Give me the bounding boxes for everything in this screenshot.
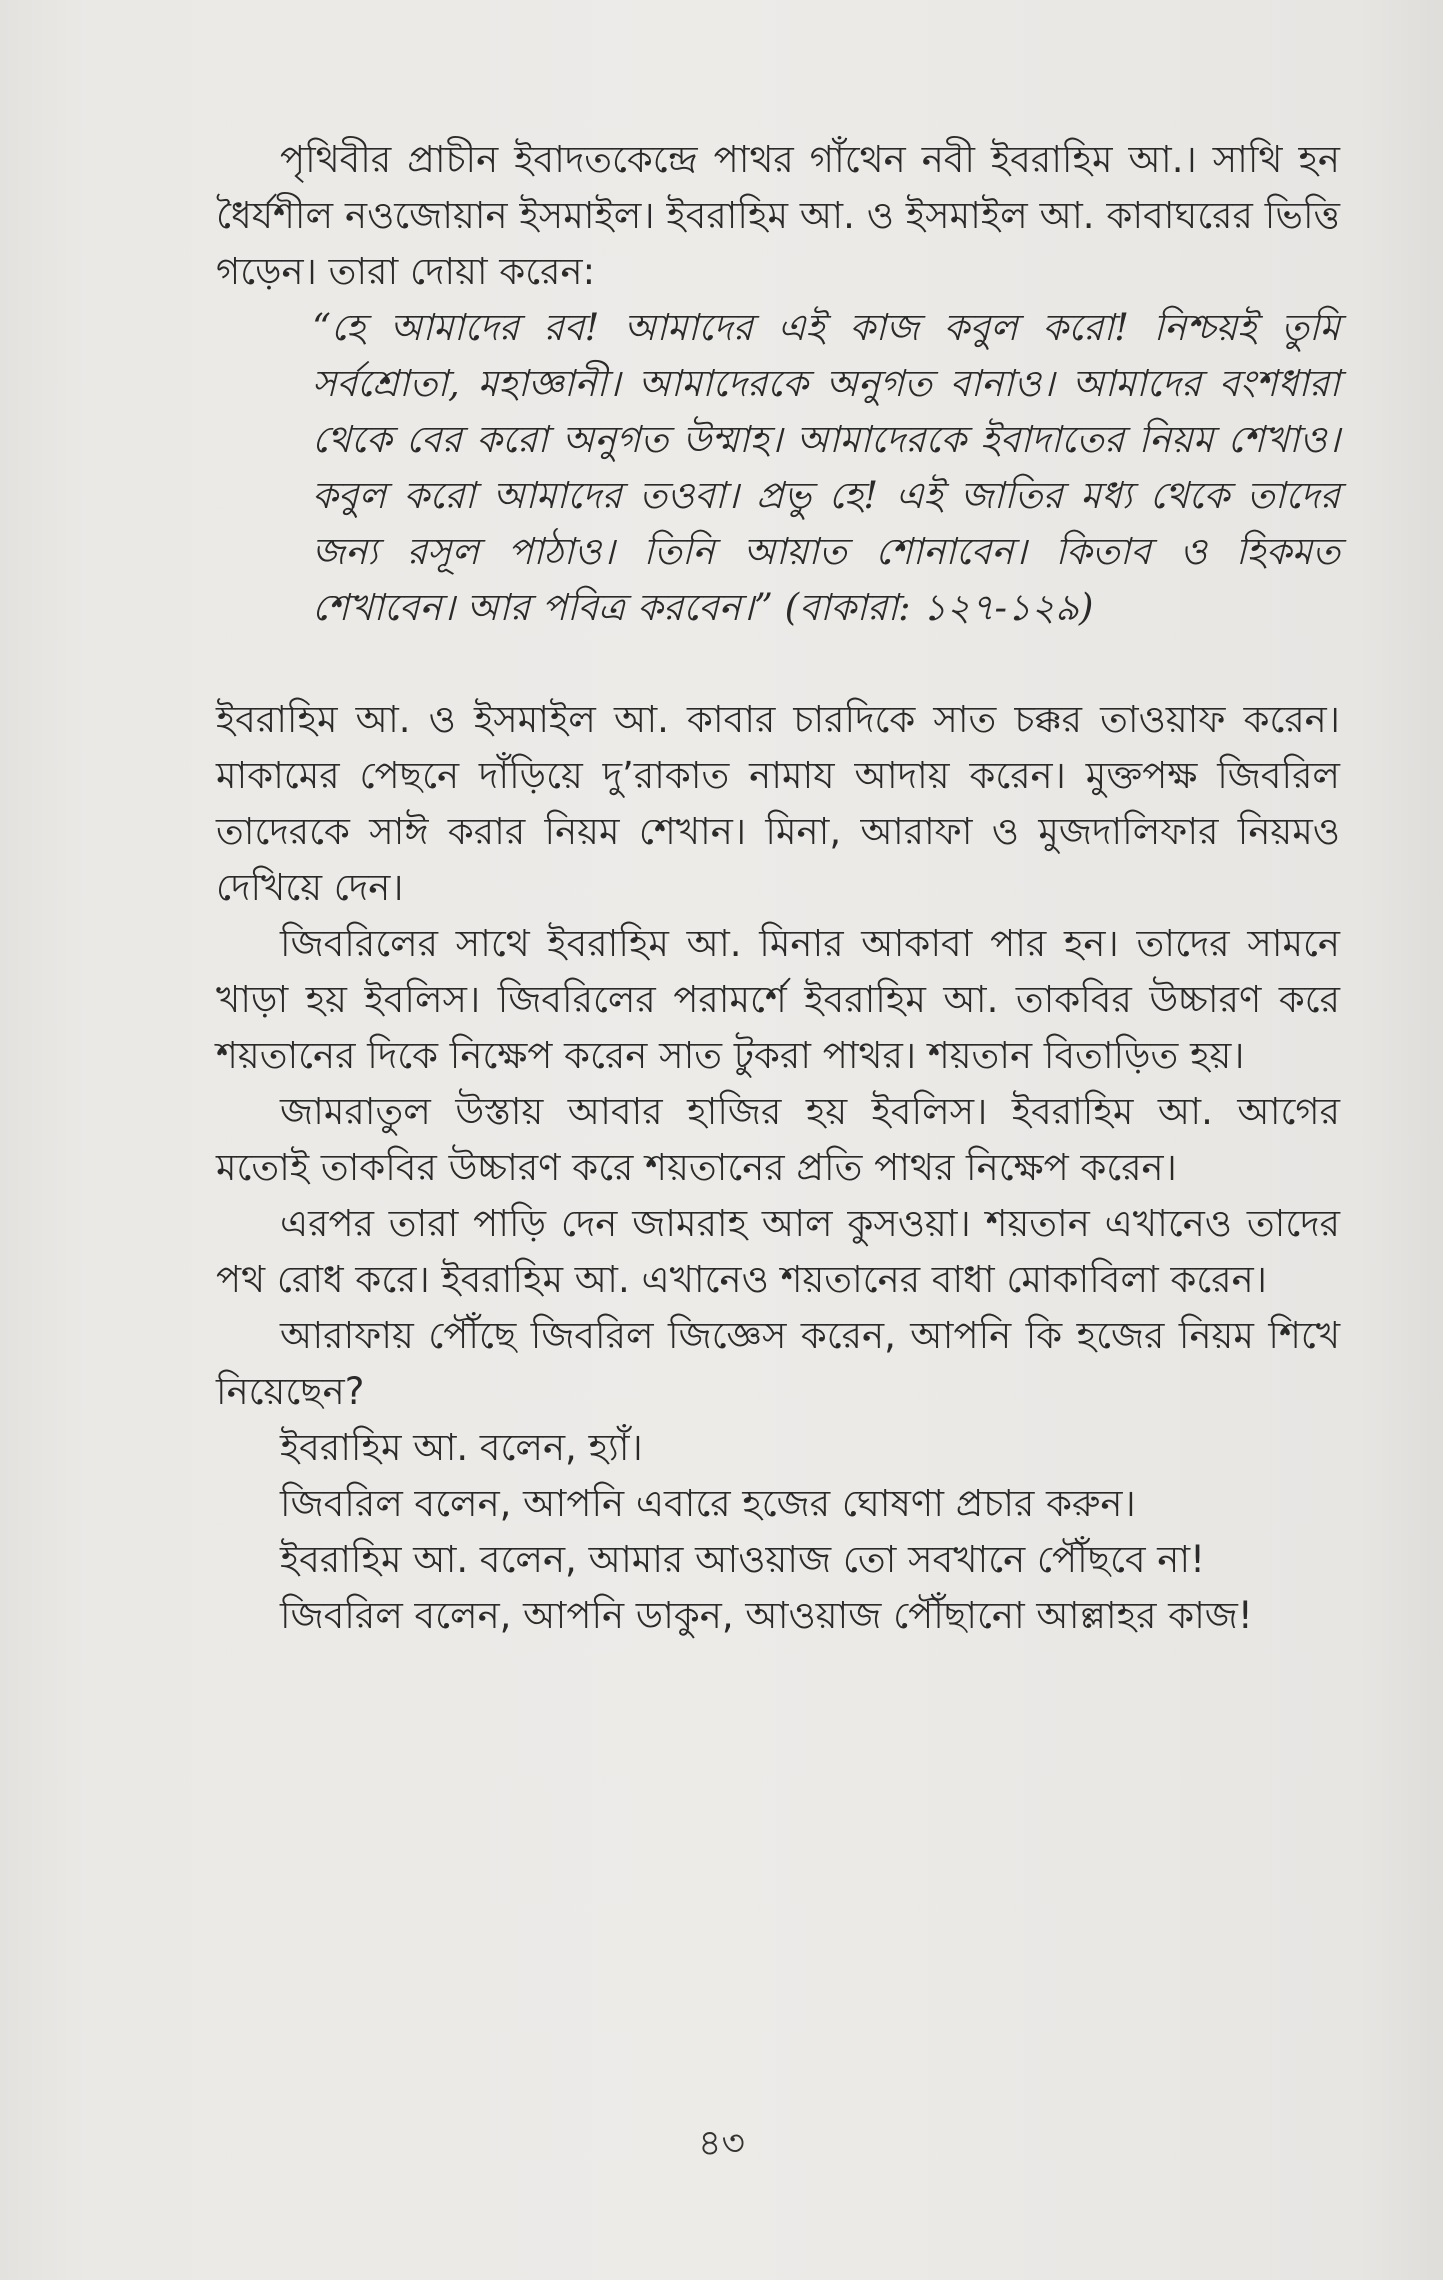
paragraph-ibrahim-yes: ইবরাহিম আ. বলেন, হ্যাঁ। — [280, 1426, 643, 1469]
paragraph-arafa-question: আরাফায় পৌঁছে জিবরিল জিজ্ঞেস করেন, আপনি কি হজের নিয়ম শিখে নিয়েছেন? — [216, 1314, 1340, 1413]
paragraph-jibril-announce: জিবরিল বলেন, আপনি এবারে হজের ঘোষণা প্রচার করুন। — [280, 1482, 1136, 1525]
paragraph-aqaba: জিবরিলের সাথে ইবরাহিম আ. মিনার আকাবা পার হন। তাদের সামনে খাড়া হয় ইবলিস। জিবরিলের পরামর্শে ইবরাহিম আ. তাকবির উচ্চারণ করে শয়তানের দিকে নিক্ষেপ করেন সাত টুকরা পাথর। শয়তান বিতাড়িত হয়। — [216, 922, 1340, 1077]
paragraph-kuswa: এরপর তারা পাড়ি দেন জামরাহ আল কুসওয়া। শয়তান এখানেও তাদের পথ রোধ করে। ইবরাহিম আ. এখানেও শয়তানের বাধা মোকাবিলা করেন। — [216, 1202, 1340, 1301]
paragraph-tawaf: ইবরাহিম আ. ও ইসমাইল আ. কাবার চারদিকে সাত চক্কর তাওয়াফ করেন। মাকামের পেছনে দাঁড়িয়ে দু’রাকাত নামায আদায় করেন। মুক্তপক্ষ জিবরিল তাদেরকে সাঈ করার নিয়ম শেখান। মিনা, আরাফা ও মুজদালিফার নিয়মও দেখিয়ে দেন। — [216, 698, 1340, 909]
paragraph-jibril-call: জিবরিল বলেন, আপনি ডাকুন, আওয়াজ পৌঁছানো আল্লাহর কাজ! — [280, 1594, 1253, 1637]
paragraph-ibrahim-voice: ইবরাহিম আ. বলেন, আমার আওয়াজ তো সবখানে পৌঁছবে না! — [280, 1538, 1205, 1581]
paragraph-intro: পৃথিবীর প্রাচীন ইবাদতকেন্দ্রে পাথর গাঁথেন নবী ইবরাহিম আ.। সাথি হন ধৈর্যশীল নওজোয়ান ইসমাইল। ইবরাহিম আ. ও ইসমাইল আ. কাবাঘরের ভিত্তি গড়েন। তারা দোয়া করেন: — [216, 138, 1340, 293]
quranic-quote: “হে আমাদের রব! আমাদের এই কাজ কবুল করো! নিশ্চয়ই তুমি সর্বশ্রোতা, মহাজ্ঞানী। আমাদেরকে অনুগত বানাও। আমাদের বংশধারা থেকে বের করো অনুগত উম্মাহ। আমাদেরকে ইবাদাতের নিয়ম শেখাও। কবুল করো আমাদের তওবা। প্রভু হে! এই জাতির মধ্য থেকে তাদের জন্য রসূল পাঠাও। তিনি আয়াত শোনাবেন। কিতাব ও হিকমত শেখাবেন। আর পবিত্র করবেন।” (বাকারা: ১২৭-১২৯) — [312, 306, 1340, 629]
page-number: ৪৩ — [698, 2123, 745, 2164]
paragraph-wusta: জামরাতুল উস্তায় আবার হাজির হয় ইবলিস। ইবরাহিম আ. আগের মতোই তাকবির উচ্চারণ করে শয়তানের প্রতি পাথর নিক্ষেপ করেন। — [216, 1090, 1340, 1189]
body-text — [216, 132, 1340, 1644]
